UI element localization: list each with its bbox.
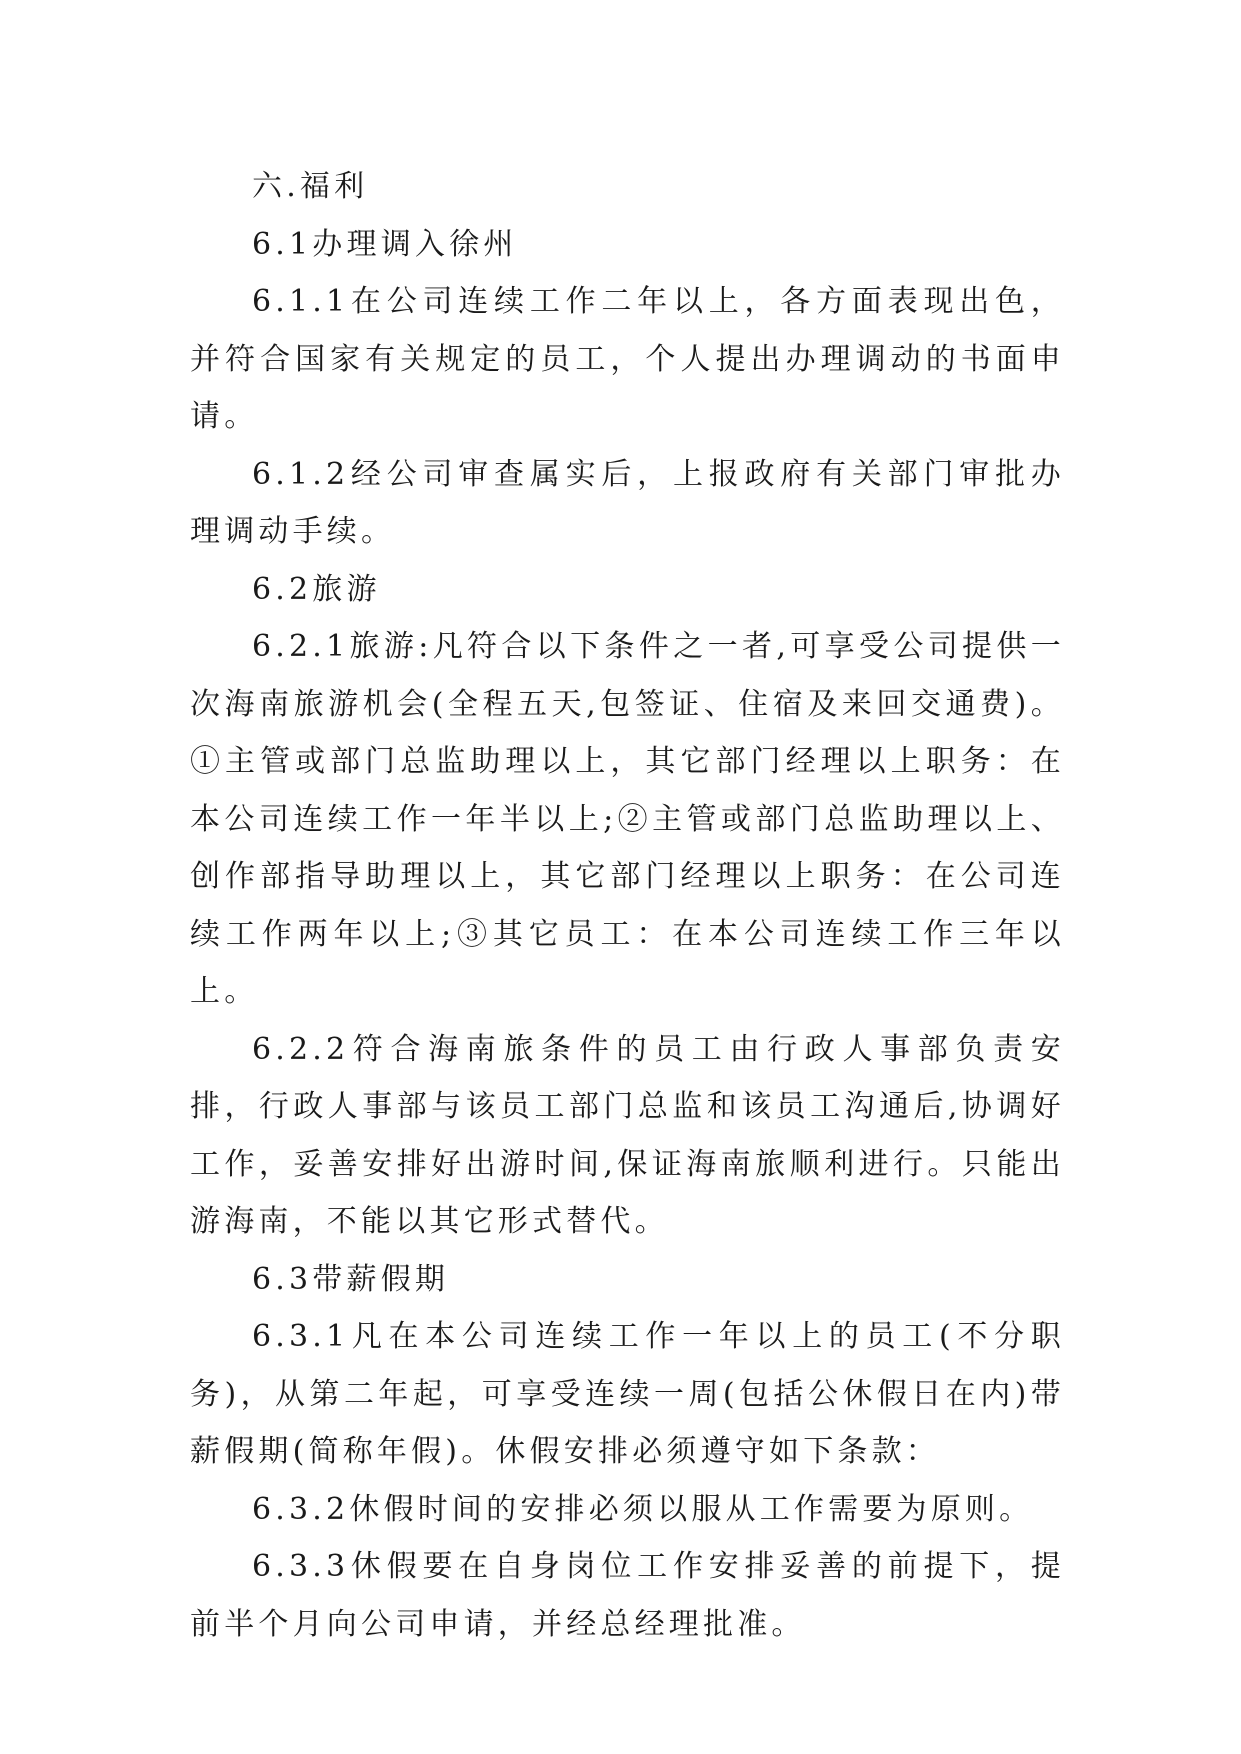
document-body <box>190 158 1065 1653</box>
paragraph-6-1-1: 6.1.1在公司连续工作二年以上，各方面表现出色，并符合国家有关规定的员工，个人提出办理调动的书面申请。 <box>190 284 1065 434</box>
subsection-heading-travel: 6.2旅游 <box>252 571 381 607</box>
subsection-heading-transfer: 6.1办理调入徐州 <box>252 226 518 262</box>
subsection-heading-paid-leave: 6.3带薪假期 <box>252 1261 450 1297</box>
paragraph-6-2-1: 6.2.1旅游:凡符合以下条件之一者,可享受公司提供一次海南旅游机会(全程五天,包签证、住宿及来回交通费)。①主管或部门总监助理以上，其它部门经理以上职务：在本公司连续工作一年半以上;②主管或部门总监助理以上、创作部指导助理以上，其它部门经理以上职务：在公司连续工作两年以上;③其它员工：在本公司连续工作三年以上。 <box>190 629 1065 1009</box>
paragraph-6-3-1: 6.3.1凡在本公司连续工作一年以上的员工(不分职务)，从第二年起，可享受连续一周(包括公休假日在内)带薪假期(简称年假)。休假安排必须遵守如下条款： <box>190 1319 1065 1469</box>
section-heading-welfare: 六.福利 <box>252 169 369 204</box>
paragraph-6-2-2: 6.2.2符合海南旅条件的员工由行政人事部负责安排，行政人事部与该员工部门总监和该员工沟通后,协调好工作，妥善安排好出游时间,保证海南旅顺利进行。只能出游海南，不能以其它形式替代。 <box>190 1031 1065 1239</box>
paragraph-6-3-2: 6.3.2休假时间的安排必须以服从工作需要为原则。 <box>252 1491 1034 1527</box>
paragraph-6-3-3: 6.3.3休假要在自身岗位工作安排妥善的前提下，提前半个月向公司申请，并经总经理批准。 <box>190 1549 1065 1642</box>
paragraph-6-1-2: 6.1.2经公司审查属实后，上报政府有关部门审批办理调动手续。 <box>190 456 1065 549</box>
